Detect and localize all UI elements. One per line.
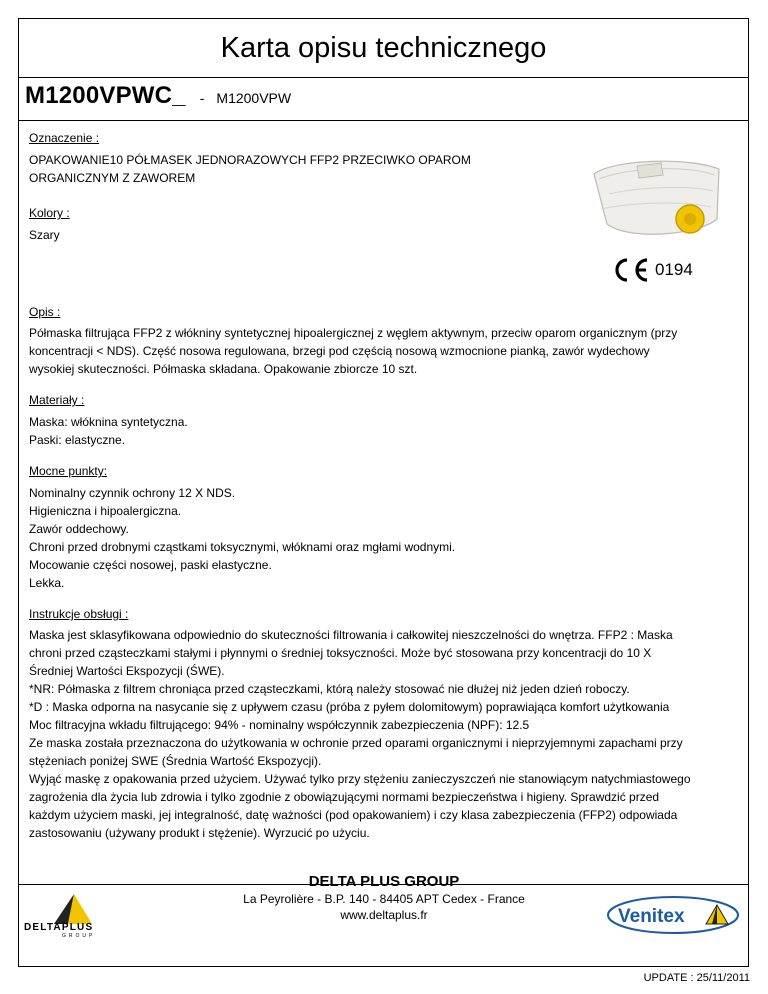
product-separator: - bbox=[199, 90, 205, 106]
designation-line: ORGANICZNYM Z ZAWOREM bbox=[29, 171, 196, 185]
strengths-label: Mocne punkty: bbox=[29, 464, 108, 478]
venitex-logo-text: Venitex bbox=[618, 906, 685, 927]
footer-address: La Peyrolière - B.P. 140 - 84405 APT Cedex - France bbox=[243, 892, 525, 906]
colors-label: Kolory : bbox=[29, 206, 70, 220]
strengths-line: Mocowanie części nosowej, paski elastyczne. bbox=[29, 558, 272, 572]
product-alt-code: M1200VPW bbox=[216, 90, 292, 106]
strengths-line: Chroni przed drobnymi cząstkami toksycznymi, włóknami oraz mgłami wodnymi. bbox=[29, 540, 456, 554]
ce-number: 0194 bbox=[655, 260, 693, 279]
ce-mark bbox=[611, 257, 693, 283]
description-line: koncentracji < NDS). Część nosowa regulowana, brzegi pod częścią nosową wzmocnione pianką, zawór wydechowy bbox=[29, 344, 650, 358]
page-title: Karta opisu technicznego bbox=[19, 19, 748, 78]
instructions-label: Instrukcje obsługi : bbox=[29, 607, 129, 621]
footer-company: DELTA PLUS GROUP bbox=[308, 873, 460, 890]
deltaplus-logo-sub: GROUP bbox=[62, 933, 96, 938]
instructions-line: zagrożenia dla życia lub zdrowia i tylko zgodnie z obowiązującymi normami bezpieczeństwa i higieny. Sprawdzić przed bbox=[29, 790, 660, 804]
designation-label: Oznaczenie : bbox=[29, 131, 100, 145]
description-line: wysokiej skuteczności. Półmaska składana. Opakowanie zbiorcze 10 szt. bbox=[29, 362, 418, 376]
strengths-line: Nominalny czynnik ochrony 12 X NDS. bbox=[29, 486, 236, 500]
materials-line: Maska: włóknina syntetyczna. bbox=[29, 415, 188, 429]
instructions-line: zastosowaniu (używany produkt i stężenie). Wyrzucić po użyciu. bbox=[29, 826, 370, 840]
datasheet-frame bbox=[18, 18, 749, 967]
instructions-line: Średniej Wartości Ekspozycji (ŚWE). bbox=[29, 664, 225, 678]
strengths-line: Zawór oddechowy. bbox=[29, 522, 129, 536]
instructions-line: *D : Maska odporna na nasycanie się z upływem czasu (próba z pyłem dolomitowym) poprawiająca komfort użytkowania bbox=[29, 700, 670, 714]
instructions-line: każdym użyciem maski, jej integralność, datę ważności (pod opakowaniem) i czy klasa zabezpieczenia (FFP2) odpowiada bbox=[29, 808, 678, 822]
colors-value: Szary bbox=[29, 228, 60, 242]
instructions-line: chroni przed cząsteczkami stałymi i płynnymi o średniej toksyczności. Może być stosowana przy koncentracji do 10 X bbox=[29, 646, 652, 660]
mask-product-image bbox=[579, 139, 729, 249]
product-code: M1200VPWC_ bbox=[25, 82, 186, 109]
materials-label: Materiały : bbox=[29, 393, 85, 407]
materials-line: Paski: elastyczne. bbox=[29, 433, 126, 447]
description-line: Półmaska filtrująca FFP2 z włókniny syntetycznej hipoalergicznej z węglem aktywnym, przeciw oparom organicznym (przy bbox=[29, 326, 678, 340]
ce-icon bbox=[611, 257, 651, 283]
update-date: UPDATE : 25/11/2011 bbox=[643, 972, 750, 984]
product-line bbox=[25, 82, 291, 122]
divider bbox=[19, 120, 748, 121]
venitex-logo bbox=[606, 895, 740, 935]
strengths-text bbox=[29, 484, 455, 592]
footer-website[interactable]: www.deltaplus.fr bbox=[340, 908, 428, 922]
strengths-line: Higieniczna i hipoalergiczna. bbox=[29, 504, 182, 518]
instructions-line: Moc filtracyjna wkładu filtrującego: 94% - nominalny współczynnik zabezpieczenia (NPF): 12.5 bbox=[29, 718, 530, 732]
instructions-line: Ze maska została przeznaczona do użytkowania w ochronie przed oparami organicznymi i nieprzyjemnymi zapachami przy bbox=[29, 736, 683, 750]
description-label: Opis : bbox=[29, 305, 61, 319]
deltaplus-logo bbox=[24, 890, 144, 938]
instructions-line: *NR: Półmaska z filtrem chroniąca przed cząsteczkami, którą należy stosować nie dłużej niż jeden dzień roboczy. bbox=[29, 682, 630, 696]
description-text bbox=[29, 324, 677, 378]
instructions-text bbox=[29, 626, 691, 842]
designation-text bbox=[29, 151, 471, 187]
strengths-line: Lekka. bbox=[29, 576, 65, 590]
instructions-line: Maska jest sklasyfikowana odpowiednio do skuteczności filtrowania i całkowitej nieszczelności do wnętrza. FFP2 : Maska bbox=[29, 628, 673, 642]
instructions-line: stężeniach poniżej SWE (Średnia Wartość Ekspozycji). bbox=[29, 754, 322, 768]
deltaplus-logo-text: DELTAPLUS bbox=[24, 922, 94, 933]
materials-text bbox=[29, 413, 188, 449]
instructions-line: Wyjąć maskę z opakowania przed użyciem. Używać tylko przy stężeniu zanieczyszczeń nie stanowiącym natychmiastowego bbox=[29, 772, 691, 786]
designation-line: OPAKOWANIE10 PÓŁMASEK JEDNORAZOWYCH FFP2 PRZECIWKO OPAROM bbox=[29, 153, 471, 167]
